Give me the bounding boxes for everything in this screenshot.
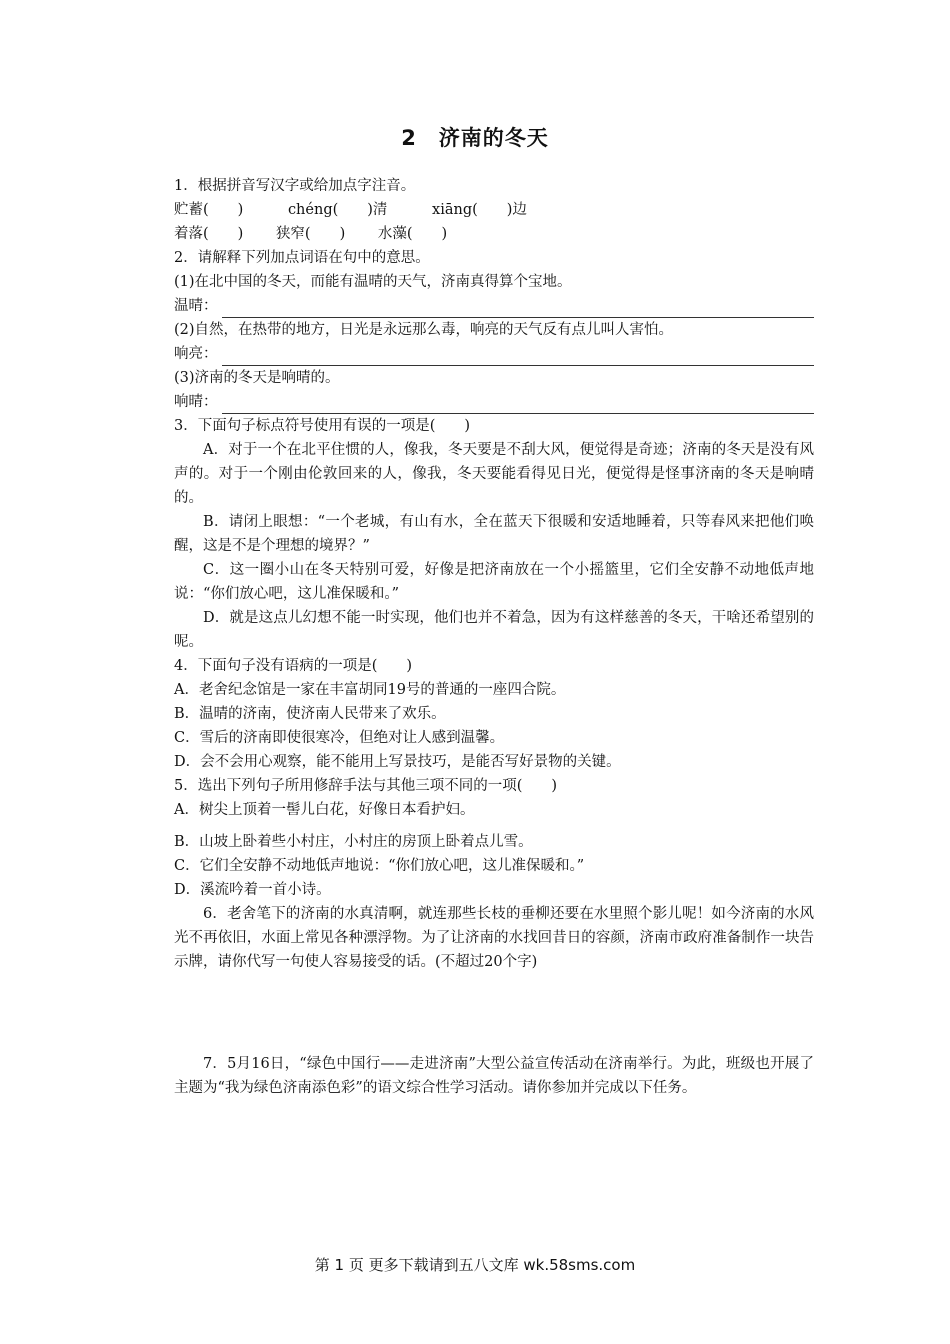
q5-option-a: A．树尖上顶着一髻儿白花，好像日本看护妇。 (174, 802, 475, 818)
answer-line[interactable] (222, 351, 815, 366)
page-footer: 第 1 页 更多下载请到五八文库 wk.58sms.com (314, 1256, 636, 1274)
page-title: 2 济南的冬天 (401, 126, 549, 150)
answer-line[interactable] (222, 303, 815, 318)
q4-option-d: D．会不会用心观察，能不能用上写景技巧，是能否写好景物的关键。 (174, 754, 621, 770)
q5-option-d: D．溪流吟着一首小诗。 (174, 882, 331, 898)
q3-option-b: B．请闭上眼想：“一个老城，有山有水，全在蓝天下很暖和安适地睡着，只等春风来把他们唤醒，这是不是个理想的境界？” (174, 514, 814, 554)
q5-option-b: B．山坡上卧着些小村庄，小村庄的房顶上卧着点儿雪。 (174, 834, 533, 850)
q2-answer-2 (174, 342, 814, 366)
q3-option-d: D．就是这点儿幻想不能一时实现，他们也并不着急，因为有这样慈善的冬天，干啥还希望别的呢。 (174, 610, 814, 650)
q2-answer-1 (174, 294, 814, 318)
q5-option-c: C．它们全安静不动地低声地说：“你们放心吧，这儿准保暖和。” (174, 858, 585, 874)
content-body (174, 174, 814, 1100)
q3-option-a: A．对于一个在北平住惯的人，像我，冬天要是不刮大风，便觉得是奇迹；济南的冬天是没有风声的。对于一个刚由伦敦回来的人，像我，冬天要能看得见日光，便觉得是怪事济南的冬天是响晴的。 (174, 442, 814, 506)
q4-stem: 4．下面句子没有语病的一项是( ) (174, 658, 413, 674)
q2-sentence-1: (1)在北中国的冬天，而能有温晴的天气，济南真得算个宝地。 (174, 274, 572, 290)
q6-text: 6．老舍笔下的济南的水真清啊，就连那些长枝的垂柳还要在水里照个影儿呢！如今济南的水风光不再依旧，水面上常见各种漂浮物。为了让济南的水找回昔日的容颜，济南市政府准备制作一块告示牌，请你代写一句使人容易接受的话。(不超过20个字) (174, 906, 814, 970)
q1-row1 (174, 198, 814, 222)
q2-sentence-2: (2)自然，在热带的地方，日光是永远那么毒，响亮的天气反有点儿叫人害怕。 (174, 322, 674, 338)
q1-item-1: 贮蓄( ) (174, 202, 244, 218)
q2-sentence-3: (3)济南的冬天是响晴的。 (174, 370, 340, 386)
answer-line[interactable] (222, 399, 815, 414)
q5-stem: 5．选出下列句子所用修辞手法与其他三项不同的一项( ) (174, 778, 558, 794)
q4-option-b: B．温晴的济南，使济南人民带来了欢乐。 (174, 706, 446, 722)
q4-option-a: A．老舍纪念馆是一家在丰富胡同19号的普通的一座四合院。 (174, 682, 566, 698)
q3-option-c: C．这一圈小山在冬天特别可爱，好像是把济南放在一个小摇篮里，它们全安静不动地低声地说：“你们放心吧，这儿准保暖和。” (174, 562, 814, 602)
q1-item-6: 水藻( ) (377, 226, 448, 242)
q1-item-4: 着落( ) (174, 226, 244, 242)
q2-label-1: 温晴： (174, 298, 218, 314)
q7-text: 7．5月16日，“绿色中国行——走进济南”大型公益宣传活动在济南举行。为此，班级也开展了主题为“我为绿色济南添色彩”的语文综合性学习活动。请你参加并完成以下任务。 (174, 1056, 814, 1096)
q2-label-3: 响晴： (174, 394, 218, 410)
q3-stem: 3．下面句子标点符号使用有误的一项是( ) (174, 418, 471, 434)
q1-row2 (174, 222, 814, 246)
q4-option-c: C．雪后的济南即使很寒冷，但绝对让人感到温馨。 (174, 730, 505, 746)
q2-answer-3 (174, 390, 814, 414)
q1-stem: 1．根据拼音写汉字或给加点字注音。 (174, 178, 416, 194)
q2-stem: 2．请解释下列加点词语在句中的意思。 (174, 250, 430, 266)
q1-item-5: 狭窄( ) (275, 226, 346, 242)
q2-label-2: 响亮： (174, 346, 218, 362)
q1-item-2: chéng( )清 (287, 202, 388, 218)
q1-item-3: xiāng( )边 (432, 202, 527, 218)
